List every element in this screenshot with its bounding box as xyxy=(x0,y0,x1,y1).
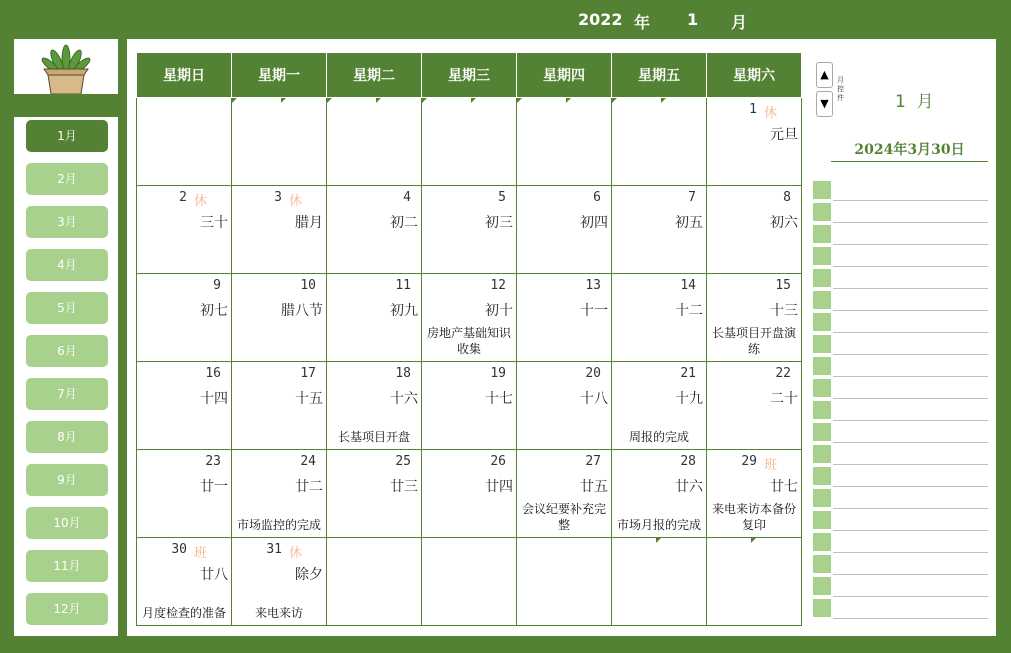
event-note: 长基项目开盘 xyxy=(337,430,410,444)
lunar-date: 廿五 xyxy=(580,479,608,495)
day-number: 1 xyxy=(749,102,757,117)
lunar-date: 廿六 xyxy=(675,479,703,495)
lunar-date: 腊八节 xyxy=(281,303,323,319)
month-button-6[interactable]: 6月 xyxy=(26,335,108,367)
day-number: 2 xyxy=(179,190,187,205)
note-checkbox[interactable] xyxy=(813,533,831,551)
comment-marker-icon xyxy=(471,98,476,103)
note-row[interactable] xyxy=(813,333,988,353)
empty-cell[interactable] xyxy=(612,538,707,626)
empty-cell[interactable] xyxy=(137,98,232,186)
month-spin-down-button[interactable]: ▼ xyxy=(816,91,833,117)
lunar-date: 初七 xyxy=(200,303,228,319)
day-number: 22 xyxy=(775,366,791,381)
weekday-header xyxy=(137,53,802,98)
note-checkbox[interactable] xyxy=(813,181,831,199)
lunar-date: 初十 xyxy=(485,303,513,319)
note-checkbox[interactable] xyxy=(813,247,831,265)
note-checkbox[interactable] xyxy=(813,203,831,221)
event-note: 月度检查的准备 xyxy=(141,606,226,620)
day-cell[interactable] xyxy=(327,450,422,538)
month-spin-up-button[interactable]: ▲ xyxy=(816,62,833,88)
day-cell[interactable] xyxy=(137,538,232,626)
lunar-date: 初二 xyxy=(390,215,418,231)
note-checkbox[interactable] xyxy=(813,335,831,353)
comment-marker-icon xyxy=(656,538,661,543)
year-value: 2022 xyxy=(578,10,623,29)
lunar-date: 元旦 xyxy=(770,127,798,143)
day-cell[interactable] xyxy=(707,274,802,362)
month-button-5[interactable]: 5月 xyxy=(26,292,108,324)
week-row xyxy=(137,186,802,274)
month-button-7[interactable]: 7月 xyxy=(26,378,108,410)
event-note: 会议纪要补充完整 xyxy=(521,502,606,532)
day-number: 16 xyxy=(205,366,221,381)
day-cell[interactable] xyxy=(517,274,612,362)
event-note: 来电来访本备份复印 xyxy=(711,502,796,532)
day-tag: 休 xyxy=(288,194,302,209)
note-checkbox[interactable] xyxy=(813,225,831,243)
comment-marker-icon xyxy=(281,98,286,103)
day-tag: 休 xyxy=(288,546,302,561)
day-number: 19 xyxy=(490,366,506,381)
day-number: 9 xyxy=(213,278,221,293)
day-cell[interactable] xyxy=(707,98,802,186)
lunar-date: 腊月 xyxy=(295,215,323,231)
note-checkbox[interactable] xyxy=(813,467,831,485)
lunar-date: 十九 xyxy=(675,391,703,407)
note-line xyxy=(833,618,988,619)
lunar-date: 十六 xyxy=(390,391,418,407)
note-row[interactable] xyxy=(813,509,988,529)
note-checkbox[interactable] xyxy=(813,577,831,595)
note-row[interactable] xyxy=(813,289,988,309)
note-row[interactable] xyxy=(813,399,988,419)
week-row xyxy=(137,450,802,538)
day-number: 21 xyxy=(680,366,696,381)
day-number: 4 xyxy=(403,190,411,205)
lunar-date: 十八 xyxy=(580,391,608,407)
day-cell[interactable] xyxy=(232,362,327,450)
empty-cell[interactable] xyxy=(517,98,612,186)
day-number: 23 xyxy=(205,454,221,469)
weekday-label: 星期三 xyxy=(422,53,517,98)
selected-month-display: 1 月 xyxy=(895,92,934,112)
note-row[interactable] xyxy=(813,179,988,199)
title-bar xyxy=(0,0,1011,38)
note-checkbox[interactable] xyxy=(813,313,831,331)
day-cell[interactable] xyxy=(422,186,517,274)
day-cell[interactable] xyxy=(327,362,422,450)
day-number: 27 xyxy=(585,454,601,469)
month-button-8[interactable]: 8月 xyxy=(26,421,108,453)
event-note: 来电来访 xyxy=(254,606,303,620)
comment-marker-icon xyxy=(751,538,756,543)
note-row[interactable] xyxy=(813,245,988,265)
empty-cell[interactable] xyxy=(327,538,422,626)
calendar-grid xyxy=(136,52,802,626)
year-unit: 年 xyxy=(634,13,651,32)
lunar-date: 十三 xyxy=(770,303,798,319)
note-row[interactable] xyxy=(813,377,988,397)
day-cell[interactable] xyxy=(232,186,327,274)
weekday-label: 星期二 xyxy=(327,53,422,98)
day-cell[interactable] xyxy=(612,186,707,274)
comment-marker-icon xyxy=(517,98,522,103)
lunar-date: 十一 xyxy=(580,303,608,319)
day-cell[interactable] xyxy=(612,274,707,362)
day-cell[interactable] xyxy=(137,362,232,450)
lunar-date: 廿八 xyxy=(200,567,228,583)
lunar-date: 廿三 xyxy=(390,479,418,495)
week-row xyxy=(137,362,802,450)
lunar-date: 廿二 xyxy=(295,479,323,495)
month-button-12[interactable]: 12月 xyxy=(26,593,108,625)
empty-cell[interactable] xyxy=(327,98,422,186)
lunar-date: 廿七 xyxy=(770,479,798,495)
lunar-date: 初六 xyxy=(770,215,798,231)
lunar-date: 二十 xyxy=(770,391,798,407)
lunar-date: 初三 xyxy=(485,215,513,231)
day-number: 12 xyxy=(490,278,506,293)
day-number: 17 xyxy=(300,366,316,381)
day-cell[interactable] xyxy=(707,186,802,274)
day-number: 5 xyxy=(498,190,506,205)
day-tag: 班 xyxy=(193,546,207,561)
empty-cell[interactable] xyxy=(422,98,517,186)
day-number: 18 xyxy=(395,366,411,381)
note-checkbox[interactable] xyxy=(813,511,831,529)
day-cell[interactable] xyxy=(612,362,707,450)
comment-marker-icon xyxy=(661,98,666,103)
day-cell[interactable] xyxy=(232,274,327,362)
month-button-11[interactable]: 11月 xyxy=(26,550,108,582)
day-tag: 休 xyxy=(193,194,207,209)
day-number: 10 xyxy=(300,278,316,293)
month-button-4[interactable]: 4月 xyxy=(26,249,108,281)
day-number: 13 xyxy=(585,278,601,293)
weekday-label: 星期六 xyxy=(707,53,802,98)
empty-cell[interactable] xyxy=(707,538,802,626)
day-cell[interactable] xyxy=(137,186,232,274)
lunar-date: 除夕 xyxy=(295,567,323,583)
event-note: 房地产基础知识收集 xyxy=(426,326,511,356)
month-button-1[interactable]: 1月 xyxy=(26,120,108,152)
day-number: 8 xyxy=(783,190,791,205)
event-note: 市场月报的完成 xyxy=(616,518,701,532)
note-row[interactable] xyxy=(813,421,988,441)
lunar-date: 初四 xyxy=(580,215,608,231)
note-row[interactable] xyxy=(813,201,988,221)
month-button-3[interactable]: 3月 xyxy=(26,206,108,238)
day-number: 20 xyxy=(585,366,601,381)
day-number: 11 xyxy=(395,278,411,293)
day-cell[interactable] xyxy=(232,538,327,626)
month-unit: 月 xyxy=(731,13,748,32)
day-number: 25 xyxy=(395,454,411,469)
empty-cell[interactable] xyxy=(422,538,517,626)
day-number: 3 xyxy=(274,190,282,205)
month-sidebar xyxy=(14,117,118,636)
current-date: 2024年3月30日 xyxy=(831,139,988,162)
comment-marker-icon xyxy=(566,98,571,103)
month-button-9[interactable]: 9月 xyxy=(26,464,108,496)
lunar-date: 廿一 xyxy=(200,479,228,495)
day-cell[interactable] xyxy=(517,186,612,274)
day-number: 31 xyxy=(266,542,282,557)
comment-marker-icon xyxy=(376,98,381,103)
comment-marker-icon xyxy=(232,98,237,103)
week-row xyxy=(137,274,802,362)
day-cell[interactable] xyxy=(612,450,707,538)
plant-icon xyxy=(14,39,118,94)
note-checkbox[interactable] xyxy=(813,379,831,397)
weekday-label: 星期一 xyxy=(232,53,327,98)
note-row[interactable] xyxy=(813,355,988,375)
note-row[interactable] xyxy=(813,223,988,243)
day-number: 6 xyxy=(593,190,601,205)
note-checkbox[interactable] xyxy=(813,401,831,419)
lunar-date: 十七 xyxy=(485,391,513,407)
spin-control-label: 月控件 xyxy=(837,76,844,102)
day-cell[interactable] xyxy=(422,362,517,450)
day-cell[interactable] xyxy=(707,362,802,450)
event-note: 长基项目开盘演练 xyxy=(711,326,796,356)
day-number: 28 xyxy=(680,454,696,469)
day-number: 26 xyxy=(490,454,506,469)
note-checkbox[interactable] xyxy=(813,423,831,441)
lunar-date: 初九 xyxy=(390,303,418,319)
comment-marker-icon xyxy=(327,98,332,103)
note-row[interactable] xyxy=(813,597,988,617)
comment-marker-icon xyxy=(422,98,427,103)
note-checkbox[interactable] xyxy=(813,269,831,287)
note-checkbox[interactable] xyxy=(813,445,831,463)
note-checkbox[interactable] xyxy=(813,291,831,309)
day-cell[interactable] xyxy=(707,450,802,538)
day-cell[interactable] xyxy=(517,450,612,538)
day-number: 24 xyxy=(300,454,316,469)
note-row[interactable] xyxy=(813,443,988,463)
note-row[interactable] xyxy=(813,575,988,595)
event-note: 市场监控的完成 xyxy=(236,518,321,532)
logo-panel xyxy=(14,39,118,94)
day-number: 7 xyxy=(688,190,696,205)
note-row[interactable] xyxy=(813,487,988,507)
weekday-label: 星期日 xyxy=(137,53,232,98)
event-note: 周报的完成 xyxy=(628,430,689,444)
empty-cell[interactable] xyxy=(612,98,707,186)
day-cell[interactable] xyxy=(137,450,232,538)
week-row xyxy=(137,98,802,186)
day-number: 30 xyxy=(171,542,187,557)
note-checkbox[interactable] xyxy=(813,489,831,507)
note-checkbox[interactable] xyxy=(813,357,831,375)
day-cell[interactable] xyxy=(327,186,422,274)
month-button-10[interactable]: 10月 xyxy=(26,507,108,539)
lunar-date: 廿四 xyxy=(485,479,513,495)
note-row[interactable] xyxy=(813,311,988,331)
day-cell[interactable] xyxy=(327,274,422,362)
main-panel xyxy=(127,39,996,636)
day-cell[interactable] xyxy=(137,274,232,362)
day-tag: 休 xyxy=(763,106,777,121)
day-cell[interactable] xyxy=(232,450,327,538)
day-cell[interactable] xyxy=(517,362,612,450)
day-tag: 班 xyxy=(763,458,777,473)
day-cell[interactable] xyxy=(422,450,517,538)
note-row[interactable] xyxy=(813,531,988,551)
weekday-label: 星期五 xyxy=(612,53,707,98)
lunar-date: 三十 xyxy=(200,215,228,231)
lunar-date: 十四 xyxy=(200,391,228,407)
note-row[interactable] xyxy=(813,465,988,485)
month-value: 1 xyxy=(687,10,699,29)
note-checkbox[interactable] xyxy=(813,599,831,617)
day-cell[interactable] xyxy=(422,274,517,362)
day-number: 29 xyxy=(741,454,757,469)
lunar-date: 十五 xyxy=(295,391,323,407)
day-number: 14 xyxy=(680,278,696,293)
lunar-date: 初五 xyxy=(675,215,703,231)
note-row[interactable] xyxy=(813,267,988,287)
empty-cell[interactable] xyxy=(517,538,612,626)
note-row[interactable] xyxy=(813,553,988,573)
note-checkbox[interactable] xyxy=(813,555,831,573)
lunar-date: 十二 xyxy=(675,303,703,319)
month-button-2[interactable]: 2月 xyxy=(26,163,108,195)
comment-marker-icon xyxy=(612,98,617,103)
empty-cell[interactable] xyxy=(232,98,327,186)
day-number: 15 xyxy=(775,278,791,293)
week-row xyxy=(137,538,802,626)
weekday-label: 星期四 xyxy=(517,53,612,98)
